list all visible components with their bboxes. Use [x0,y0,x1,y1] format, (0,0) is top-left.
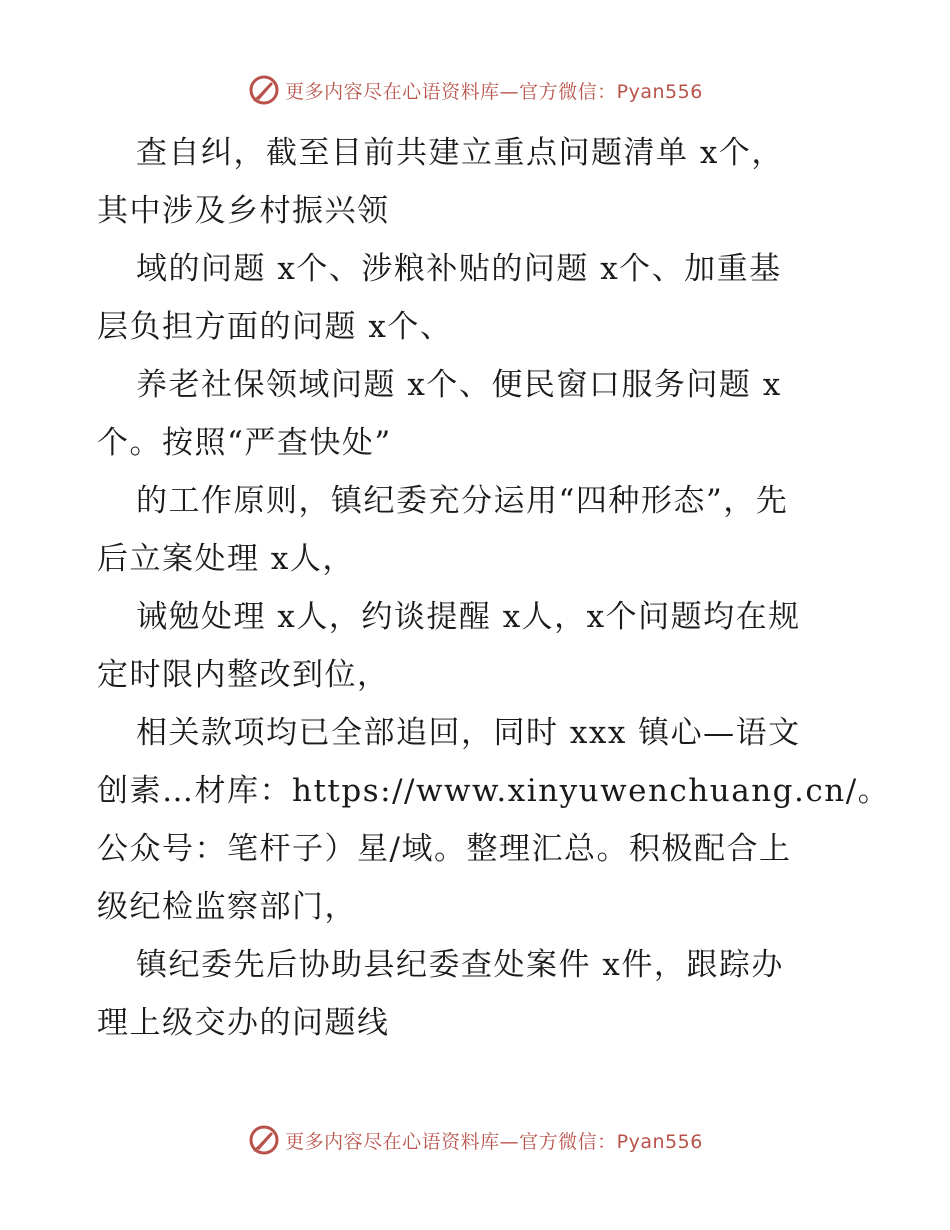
header-banner-text: 更多内容尽在心语资料库—官方微信：Pyan556 [285,80,703,103]
feather-pen-logo-icon [247,73,281,107]
paragraph-line: 层负担方面的问题 x个、 [97,309,453,345]
paragraph [97,472,867,588]
paragraph-line: 后立案处理 x人， [97,541,355,577]
paragraph-line: 其中涉及乡村振兴领 [97,193,390,229]
paragraph-line: 理上级交办的问题线 [97,1005,390,1041]
paragraph-line: 定时限内整改到位， [97,657,390,693]
paragraph [97,124,867,240]
paragraph [97,356,867,472]
paragraph-line: 镇纪委先后协助县纪委查处案件 x件，跟踪办 [136,947,784,983]
footer-banner [0,1122,950,1158]
paragraph-line: 级纪检监察部门， [97,889,357,925]
paragraph-line: 查自纠，截至目前共建立重点问题清单 x个， [136,135,784,171]
paragraph-line: 的工作原则，镇纪委充分运用“四种形态”，先 [136,483,789,519]
header-banner [0,72,950,108]
paragraph-line: 诫勉处理 x人，约谈提醒 x人，x个问题均在规 [136,599,801,635]
paragraph-line: 个。按照“严查快处” [97,425,392,461]
paragraph-line: 养老社保领域问题 x个、便民窗口服务问题 x [136,367,782,403]
paragraph [97,936,867,1052]
paragraph-line: 公众号：笔杆子）星/域。整理汇总。积极配合上 [97,831,792,867]
feather-pen-logo-icon [247,1123,281,1157]
footer-banner-text: 更多内容尽在心语资料库—官方微信：Pyan556 [285,1130,703,1153]
paragraph-line: 域的问题 x个、涉粮补贴的问题 x个、加重基 [136,251,782,287]
paragraph [97,240,867,356]
paragraph-line: 创素…材库：https://www.xinyuwenchuang.cn/。 [97,773,891,809]
document-body [97,124,891,1052]
paragraph [97,704,891,936]
paragraph-line: 相关款项均已全部追回，同时 xxx 镇心—语文 [136,715,801,751]
paragraph [97,588,867,704]
